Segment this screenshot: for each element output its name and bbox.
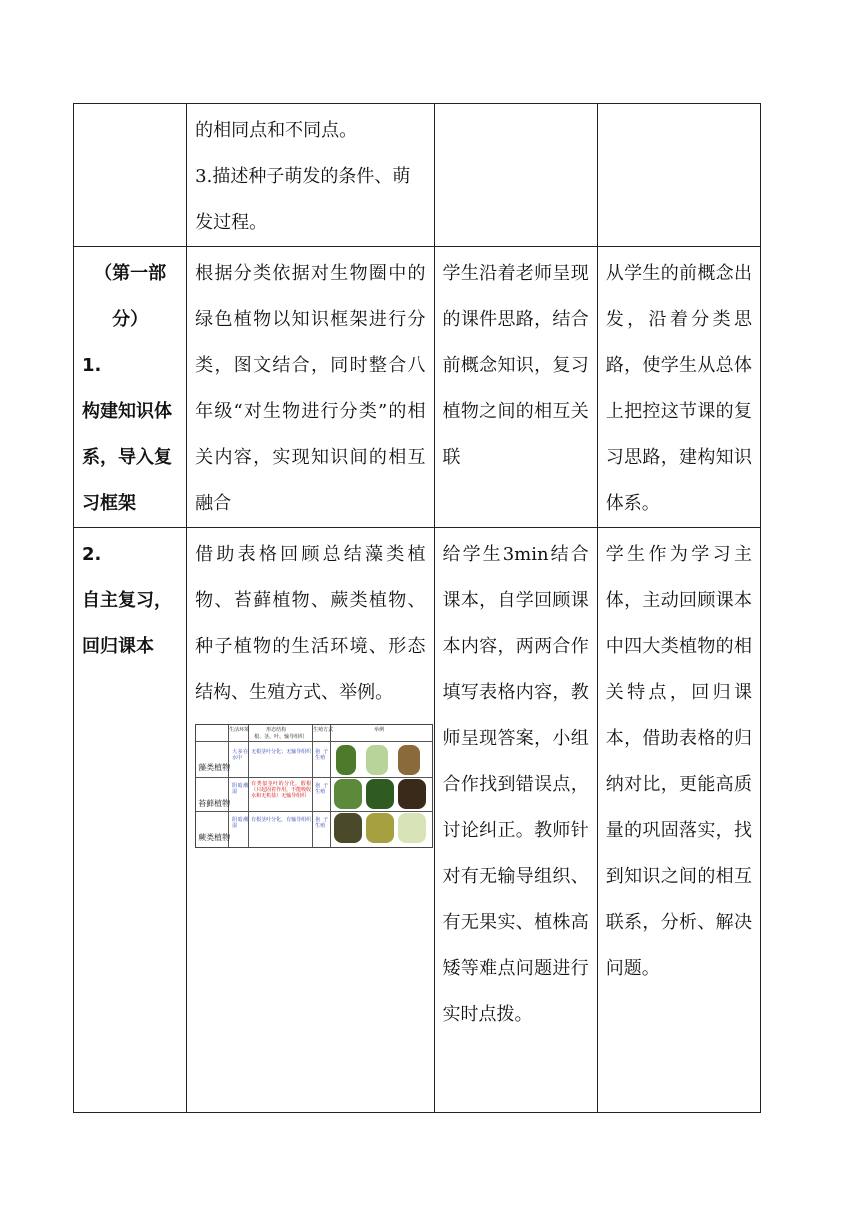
mini-structure: 有类似茎叶的分化，假根（只起固着作用，不能吸收水和无机盐）无输导组织 — [251, 781, 312, 799]
mini-row-label: 蕨类植物 — [198, 833, 231, 842]
mini-env: 阴暗潮湿 — [232, 817, 249, 829]
stage-number: 1. — [82, 355, 102, 376]
mini-repro: 孢子生殖 — [315, 817, 329, 829]
stage-title: 自主复习，回归课本 — [82, 590, 172, 657]
lesson-plan-table — [73, 103, 761, 1113]
content-text: 3.描述种子萌发的条件、萌发过程。 — [195, 166, 411, 233]
table-row — [74, 528, 761, 1113]
mini-repro: 孢子生殖 — [315, 783, 329, 795]
stage-cell — [74, 528, 187, 1113]
stage-title: 构建知识体系，导入复习框架 — [82, 401, 172, 514]
mini-env: 阴暗潮湿 — [232, 783, 249, 795]
stage-cell — [74, 104, 187, 247]
design-intent-text: 从学生的前概念出发，沿着分类思路，使学生从总体上把控这节课的复习思路，建构知识体系。 — [605, 263, 752, 514]
content-text: 借助表格回顾总结藻类植物、苔藓植物、蕨类植物、种子植物的生活环境、形态结构、生殖方式、举例。 — [195, 544, 426, 703]
design-intent-text: 学生作为学习主体，主动回顾课本中四大类植物的相关特点，回归课本，借助表格的归纳对比，更能高质量的巩固落实，找到知识之间的相互联系，分析、解决问题。 — [605, 544, 752, 979]
content-text: 的相同点和不同点。 — [195, 120, 358, 141]
table-row — [74, 247, 761, 528]
mini-subheader: 根、茎、叶、输导组织 — [254, 734, 305, 740]
content-cell — [187, 528, 434, 1113]
stage-cell — [74, 247, 187, 528]
design-intent-cell — [597, 104, 760, 247]
mini-header: 形态结构 — [266, 727, 287, 733]
mini-row-label: 苔藓植物 — [198, 799, 231, 808]
mini-structure: 有根茎叶分化，有输导组织 — [251, 817, 312, 823]
mini-env: 大多在水中 — [232, 749, 249, 761]
mini-header: 举例 — [374, 727, 385, 733]
mini-header: 生活环境 — [229, 727, 250, 733]
student-activity-cell — [434, 104, 597, 247]
stage-number: 2. — [82, 544, 102, 565]
mini-header: 生殖方式 — [313, 727, 334, 733]
student-activity-cell — [434, 528, 597, 1113]
student-activity-text: 学生沿着老师呈现的课件思路，结合前概念知识，复习植物之间的相互关联 — [442, 263, 589, 468]
mini-repro: 孢子生殖 — [315, 749, 329, 761]
stage-part-label: （第一部分） — [94, 263, 167, 330]
design-intent-cell — [597, 528, 760, 1113]
plant-comparison-table-image — [195, 724, 433, 848]
content-text: 根据分类依据对生物圈中的绿色植物以知识框架进行分类，图文结合，同时整合八年级“对生物进行分类”的相关内容，实现知识间的相互融合 — [195, 263, 426, 514]
mini-structure: 无根茎叶分化；无输导组织 — [251, 749, 312, 755]
design-intent-cell — [597, 247, 760, 528]
content-cell — [187, 247, 434, 528]
mini-row-label: 藻类植物 — [198, 763, 231, 772]
content-cell — [187, 104, 434, 247]
student-activity-text: 给学生3min结合课本，自学回顾课本内容，两两合作填写表格内容，教师呈现答案，小组合作找到错误点，讨论纠正。教师针对有无输导组织、有无果实、植株高矮等难点问题进行实时点拨。 — [442, 544, 589, 1025]
student-activity-cell — [434, 247, 597, 528]
table-row — [74, 104, 761, 247]
